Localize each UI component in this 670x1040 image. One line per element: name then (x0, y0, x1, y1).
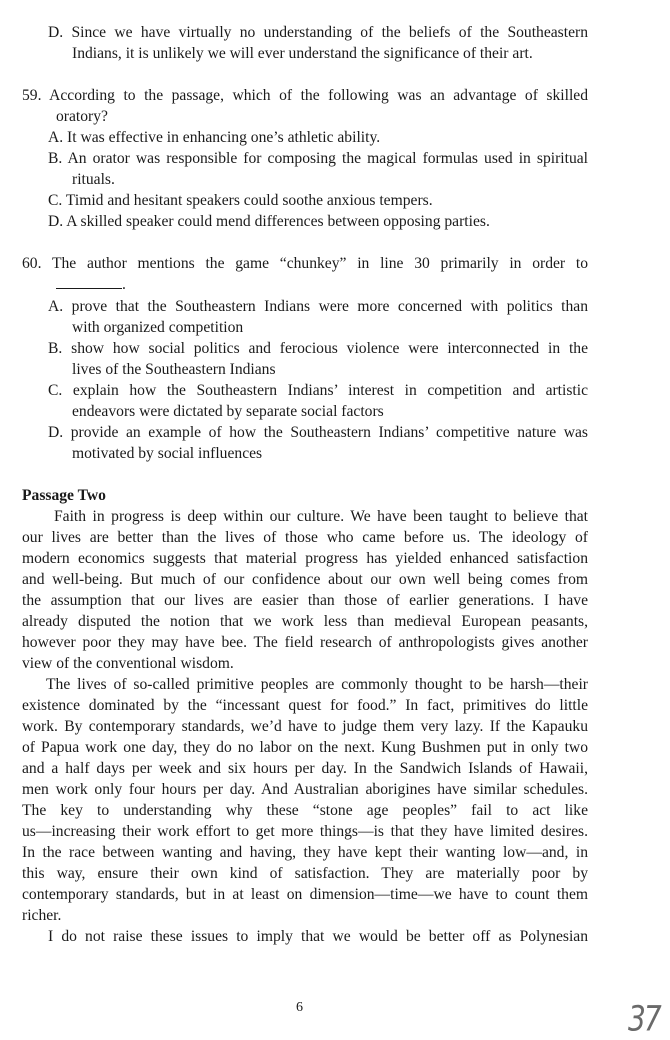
passage-p1-line-2: our lives are better than the lives of those who came before us. The ideology of (22, 529, 588, 546)
fill-in-blank (56, 276, 122, 289)
q58-option-d-line-1: D. Since we have virtually no understanding of the beliefs of the Southeastern (48, 24, 588, 41)
q60-option-a-line-1: A. prove that the Southeastern Indians were more concerned with politics than (48, 298, 588, 315)
passage-p2-line-12: richer. (22, 907, 62, 924)
passage-p2-line-2: existence dominated by the “incessant quest for food.” In fact, primitives do little (22, 697, 588, 714)
passage-title: Passage Two (22, 487, 106, 504)
passage-p1-line-8: view of the conventional wisdom. (22, 655, 234, 672)
passage-p1-line-3: modern economics suggests that material progress has yielded enhanced satisfaction (22, 550, 588, 567)
passage-p2-line-3: work. By contemporary standards, we’d have to judge them very lazy. If the Kapauku (22, 718, 588, 735)
q60-option-b-line-1: B. show how social politics and ferocious violence were interconnected in the (48, 340, 588, 357)
passage-p2-line-8: us—increasing their work effort to get more things—is that they have limited desires. (22, 823, 588, 840)
passage-p3-line-1: I do not raise these issues to imply that we would be better off as Polynesian (48, 928, 588, 945)
passage-p2-line-4: of Papua work one day, they do no labor on the next. Kung Bushmen put in only two (22, 739, 588, 756)
passage-p1-line-1: Faith in progress is deep within our culture. We have been taught to believe that (54, 508, 588, 525)
q60-option-d-line-2: motivated by social influences (72, 445, 263, 462)
passage-p2-line-10: this way, ensure their own kind of satisfaction. They are materially poor by (22, 865, 588, 882)
passage-p2-line-11: contemporary standards, but in at least on dimension—time—we have to count them (22, 886, 588, 903)
q60-stem-period: . (122, 276, 126, 293)
q59-option-b-line-1: B. An orator was responsible for composing the magical formulas used in spiritual (48, 150, 588, 167)
q59-stem-line-1: 59. According to the passage, which of the following was an advantage of skilled (22, 87, 588, 104)
q60-option-c-line-2: endeavors were dictated by separate social factors (72, 403, 384, 420)
q59-option-d: D. A skilled speaker could mend differences between opposing parties. (48, 213, 490, 230)
passage-p2-line-5: and a half days per week and six hours per day. In the Sandwich Islands of Hawaii, (22, 760, 588, 777)
passage-p2-line-9: In the race between wanting and having, they have kept their wanting low—and, in (22, 844, 588, 861)
q59-option-a: A. It was effective in enhancing one’s athletic ability. (48, 129, 381, 146)
passage-p2-line-6: men work only four hours per day. And Australian aborigines have similar schedules. (22, 781, 588, 798)
passage-p1-line-4: and well-being. But much of our confidence about our own well being comes from (22, 571, 588, 588)
passage-p2-line-1: The lives of so-called primitive peoples are commonly thought to be harsh—their (46, 676, 588, 693)
page-number: 6 (296, 1000, 303, 1015)
passage-p1-line-6: already disputed the notion that we work less than medieval European peasants, (22, 613, 588, 630)
passage-p1-line-7: however poor they may have bee. The field research of anthropologists gives another (22, 634, 588, 651)
q59-stem-line-2: oratory? (56, 108, 108, 125)
q60-stem-line-2 (56, 274, 126, 295)
q60-option-d-line-1: D. provide an example of how the Southeastern Indians’ competitive nature was (48, 424, 588, 441)
q60-option-b-line-2: lives of the Southeastern Indians (72, 361, 276, 378)
q60-option-c-line-1: C. explain how the Southeastern Indians’ interest in competition and artistic (48, 382, 588, 399)
q60-stem-line-1: 60. The author mentions the game “chunkey” in line 30 primarily in order to (22, 255, 588, 272)
q58-option-d-line-2: Indians, it is unlikely we will ever understand the significance of their art. (72, 45, 533, 62)
q60-option-a-line-2: with organized competition (72, 319, 244, 336)
q59-option-c: C. Timid and hesitant speakers could soothe anxious tempers. (48, 192, 433, 209)
passage-p1-line-5: the assumption that our lives are easier than those of earlier generations. I have (22, 592, 588, 609)
q59-option-b-line-2: rituals. (72, 171, 115, 188)
passage-p2-line-7: The key to understanding why these “stone age peoples” fail to act like (22, 802, 588, 819)
handwritten-page-mark: 37 (628, 997, 660, 1040)
